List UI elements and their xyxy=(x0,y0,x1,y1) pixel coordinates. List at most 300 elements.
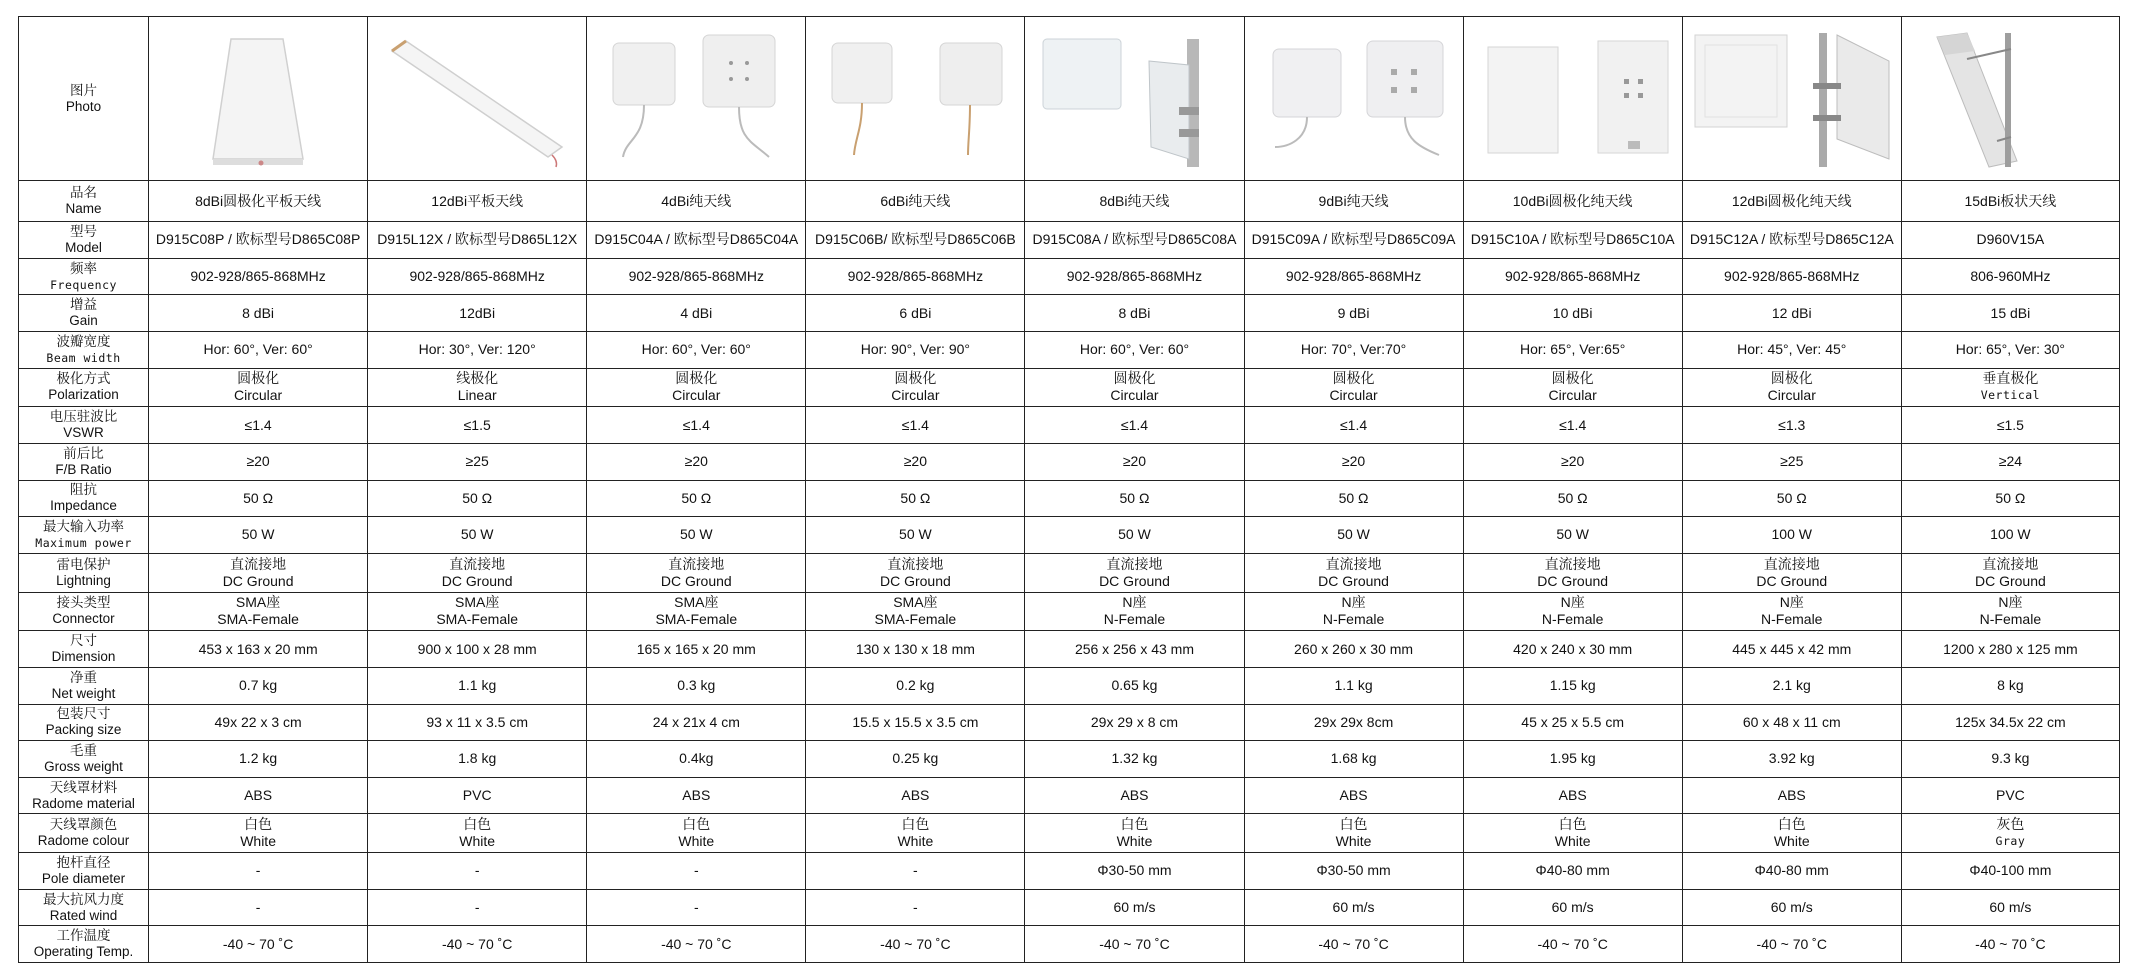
label-en: Gross weight xyxy=(44,758,123,774)
spec-cell: 15.5 x 15.5 x 3.5 cm xyxy=(806,704,1025,741)
spec-cell: 6dBi纯天线 xyxy=(806,181,1025,222)
spec-cell xyxy=(149,592,368,631)
label-cn: 接头类型 xyxy=(56,595,111,611)
spec-cell: 12 dBi xyxy=(1682,295,1901,332)
spec-cell: 0.2 kg xyxy=(806,667,1025,704)
spec-cell xyxy=(1244,368,1463,407)
label-en: Gain xyxy=(69,313,98,329)
cell-en: Linear xyxy=(457,387,497,404)
spec-cell: 902-928/865-868MHz xyxy=(1682,258,1901,295)
label-cn: 前后比 xyxy=(63,445,104,461)
spec-cell: 130 x 130 x 18 mm xyxy=(806,631,1025,668)
row-label xyxy=(19,741,149,778)
row-label xyxy=(19,889,149,926)
spec-cell: D915L12X / 欧标型号D865L12X xyxy=(368,222,587,259)
row-label xyxy=(19,517,149,554)
cell-en: White xyxy=(459,833,496,850)
spec-cell: 50 W xyxy=(1244,517,1463,554)
label-en: Dimension xyxy=(51,649,116,665)
cell-cn: 白色 xyxy=(901,816,930,833)
spec-cell: 902-928/865-868MHz xyxy=(1025,258,1244,295)
label-cn: 频率 xyxy=(70,260,98,276)
label-en: Polarization xyxy=(48,387,119,403)
spec-cell: 420 x 240 x 30 mm xyxy=(1463,631,1682,668)
row-label xyxy=(19,258,149,295)
spec-cell: 60 m/s xyxy=(1025,889,1244,926)
spec-cell: 50 Ω xyxy=(587,480,806,517)
cell-cn: 直流接地 xyxy=(230,555,287,572)
spec-cell: ABS xyxy=(1682,777,1901,814)
spec-cell: 50 Ω xyxy=(1901,480,2119,517)
cell-cn: 直流接地 xyxy=(1763,555,1820,572)
cell-en: SMA-Female xyxy=(655,611,738,628)
spec-cell xyxy=(587,814,806,853)
spec-cell xyxy=(1682,553,1901,592)
cell-en: White xyxy=(1116,833,1153,850)
cell-cn: 线极化 xyxy=(456,370,499,387)
label-cn: 极化方式 xyxy=(56,371,111,387)
row-label-photo xyxy=(19,17,149,181)
spec-cell: ≥20 xyxy=(149,443,368,480)
spec-row-model xyxy=(19,222,2120,259)
spec-cell: 4dBi纯天线 xyxy=(587,181,806,222)
spec-cell: -40 ~ 70 ˚C xyxy=(806,926,1025,963)
spec-cell: ≥25 xyxy=(1682,443,1901,480)
spec-cell: 60 m/s xyxy=(1682,889,1901,926)
spec-cell: 50 W xyxy=(587,517,806,554)
label-cn: 阻抗 xyxy=(70,482,98,498)
spec-cell: D960V15A xyxy=(1901,222,2119,259)
cell-cn: 直流接地 xyxy=(668,555,725,572)
label-en: Photo xyxy=(65,98,102,114)
row-label xyxy=(19,480,149,517)
spec-cell: 8 kg xyxy=(1901,667,2119,704)
spec-cell: 29x 29x 8cm xyxy=(1244,704,1463,741)
spec-cell: ≤1.3 xyxy=(1682,407,1901,444)
product-photo-4 xyxy=(806,17,1025,181)
spec-cell: Φ40-100 mm xyxy=(1901,853,2119,890)
spec-cell: 3.92 kg xyxy=(1682,741,1901,778)
spec-cell xyxy=(1244,814,1463,853)
spec-cell: 0.7 kg xyxy=(149,667,368,704)
spec-cell: D915C08A / 欧标型号D865C08A xyxy=(1025,222,1244,259)
spec-cell: 0.4kg xyxy=(587,741,806,778)
spec-cell: Φ30-50 mm xyxy=(1025,853,1244,890)
spec-cell xyxy=(806,592,1025,631)
row-label xyxy=(19,553,149,592)
spec-cell: - xyxy=(806,889,1025,926)
cell-cn: 垂直极化 xyxy=(1982,370,2039,387)
spec-cell: Hor: 60°, Ver: 60° xyxy=(587,331,806,368)
label-cn: 包装尺寸 xyxy=(56,706,111,722)
spec-cell: 60 m/s xyxy=(1244,889,1463,926)
spec-cell: - xyxy=(149,853,368,890)
cell-en: White xyxy=(1335,833,1372,850)
spec-cell xyxy=(149,368,368,407)
spec-cell xyxy=(1025,592,1244,631)
spec-cell: 8 dBi xyxy=(1025,295,1244,332)
cell-cn: 直流接地 xyxy=(887,555,944,572)
row-label xyxy=(19,407,149,444)
spec-cell: 50 W xyxy=(368,517,587,554)
spec-cell: 260 x 260 x 30 mm xyxy=(1244,631,1463,668)
label-en: Lightning xyxy=(56,572,111,588)
spec-cell: 1.32 kg xyxy=(1025,741,1244,778)
spec-cell xyxy=(1682,814,1901,853)
spec-row-dimension xyxy=(19,631,2120,668)
spec-row-frequency xyxy=(19,258,2120,295)
spec-cell: ≥20 xyxy=(587,443,806,480)
spec-cell: - xyxy=(806,853,1025,890)
label-en: Frequency xyxy=(50,277,117,292)
spec-cell xyxy=(1682,368,1901,407)
spec-cell: Φ40-80 mm xyxy=(1463,853,1682,890)
label-en: Name xyxy=(65,201,102,217)
cell-en: N-Female xyxy=(1541,611,1604,628)
spec-cell: Φ30-50 mm xyxy=(1244,853,1463,890)
square-antenna-pair-icon xyxy=(591,29,801,169)
cell-en: DC Ground xyxy=(660,572,732,589)
cell-en: Gray xyxy=(1995,834,2026,849)
cell-en: DC Ground xyxy=(1099,572,1170,589)
label-cn: 增益 xyxy=(70,297,98,313)
spec-cell: 100 W xyxy=(1682,517,1901,554)
row-label xyxy=(19,853,149,890)
cell-cn: SMA座 xyxy=(674,594,719,611)
spec-cell: 10dBi圆极化纯天线 xyxy=(1463,181,1682,222)
spec-row-pole-diameter xyxy=(19,853,2120,890)
spec-cell: 60 m/s xyxy=(1463,889,1682,926)
cell-cn: SMA座 xyxy=(235,594,281,611)
cell-en: White xyxy=(1554,833,1591,850)
label-cn: 图片 xyxy=(70,82,98,98)
label-en: Beam width xyxy=(46,350,121,365)
spec-cell: 445 x 445 x 42 mm xyxy=(1682,631,1901,668)
spec-cell: ≤1.4 xyxy=(587,407,806,444)
spec-cell: 50 Ω xyxy=(1244,480,1463,517)
spec-cell xyxy=(1463,592,1682,631)
cell-cn: 直流接地 xyxy=(1982,555,2039,572)
spec-cell: PVC xyxy=(1901,777,2119,814)
spec-row-max-power xyxy=(19,517,2120,554)
spec-cell: 453 x 163 x 20 mm xyxy=(149,631,368,668)
spec-cell: 1.1 kg xyxy=(1244,667,1463,704)
spec-cell: D915C12A / 欧标型号D865C12A xyxy=(1682,222,1901,259)
spec-cell: -40 ~ 70 ˚C xyxy=(1682,926,1901,963)
row-label xyxy=(19,704,149,741)
spec-cell: 29x 29 x 8 cm xyxy=(1025,704,1244,741)
spec-cell: 50 Ω xyxy=(1463,480,1682,517)
spec-cell: 902-928/865-868MHz xyxy=(1463,258,1682,295)
spec-cell: - xyxy=(149,889,368,926)
spec-cell: 902-928/865-868MHz xyxy=(587,258,806,295)
spec-cell: ≥20 xyxy=(806,443,1025,480)
spec-cell: ABS xyxy=(149,777,368,814)
cell-en: Circular xyxy=(1548,387,1597,404)
cell-en: DC Ground xyxy=(1537,572,1609,589)
spec-cell: -40 ~ 70 ˚C xyxy=(1463,926,1682,963)
spec-cell: 902-928/865-868MHz xyxy=(149,258,368,295)
cell-cn: 白色 xyxy=(1777,816,1806,833)
spec-cell: - xyxy=(368,889,587,926)
spec-cell: Hor: 60°, Ver: 60° xyxy=(149,331,368,368)
spec-cell xyxy=(587,368,806,407)
row-label xyxy=(19,592,149,631)
cell-en: SMA-Female xyxy=(217,611,299,628)
cell-cn: N座 xyxy=(1998,594,2023,611)
spec-cell xyxy=(1901,368,2119,407)
spec-cell: 9.3 kg xyxy=(1901,741,2119,778)
spec-cell xyxy=(1244,553,1463,592)
spec-cell: 60 m/s xyxy=(1901,889,2119,926)
flat-panel-antenna-icon xyxy=(153,29,363,169)
product-photo-3 xyxy=(587,17,806,181)
product-photo-1 xyxy=(149,17,368,181)
spec-cell: ≥24 xyxy=(1901,443,2119,480)
label-cn: 毛重 xyxy=(70,742,98,758)
cell-cn: 白色 xyxy=(682,816,711,833)
spec-cell: Hor: 65°, Ver: 30° xyxy=(1901,331,2119,368)
spec-cell: 1200 x 280 x 125 mm xyxy=(1901,631,2119,668)
spec-row-net-weight xyxy=(19,667,2120,704)
label-cn: 品名 xyxy=(70,185,98,201)
label-en: Radome material xyxy=(32,795,135,811)
label-en: VSWR xyxy=(63,425,104,441)
spec-row-operating-temp xyxy=(19,926,2120,963)
label-en: Rated wind xyxy=(49,907,118,923)
label-cn: 天线罩材料 xyxy=(49,779,118,795)
spec-cell xyxy=(1025,814,1244,853)
cell-cn: 白色 xyxy=(1339,816,1368,833)
spec-cell xyxy=(587,553,806,592)
row-label xyxy=(19,181,149,222)
spec-cell: ABS xyxy=(1244,777,1463,814)
label-cn: 抱杆直径 xyxy=(56,854,111,870)
cell-cn: 圆极化 xyxy=(894,370,937,387)
spec-cell: 256 x 256 x 43 mm xyxy=(1025,631,1244,668)
cell-en: SMA-Female xyxy=(874,611,957,628)
spec-cell: 50 W xyxy=(806,517,1025,554)
spec-row-rated-wind xyxy=(19,889,2120,926)
spec-cell: ≤1.4 xyxy=(149,407,368,444)
label-cn: 雷电保护 xyxy=(56,556,111,572)
cell-cn: 圆极化 xyxy=(1551,370,1594,387)
label-en: Impedance xyxy=(50,498,117,514)
label-en: Maximum power xyxy=(35,535,132,550)
spec-cell: ABS xyxy=(587,777,806,814)
spec-cell: 8dBi纯天线 xyxy=(1025,181,1244,222)
spec-cell xyxy=(368,814,587,853)
spec-cell xyxy=(806,814,1025,853)
cell-cn: SMA座 xyxy=(455,594,500,611)
spec-cell: 50 Ω xyxy=(1682,480,1901,517)
row-label xyxy=(19,331,149,368)
spec-cell: Hor: 60°, Ver: 60° xyxy=(1025,331,1244,368)
row-label xyxy=(19,368,149,407)
spec-cell: 100 W xyxy=(1901,517,2119,554)
spec-row-polarization xyxy=(19,368,2120,407)
spec-cell xyxy=(1901,553,2119,592)
cell-en: SMA-Female xyxy=(436,611,519,628)
spec-cell: 49x 22 x 3 cm xyxy=(149,704,368,741)
cell-cn: 直流接地 xyxy=(1106,555,1163,572)
photo-row xyxy=(19,17,2120,181)
spec-row-radome-colour xyxy=(19,814,2120,853)
cell-cn: 圆极化 xyxy=(1332,370,1375,387)
row-label xyxy=(19,295,149,332)
spec-cell: 24 x 21x 4 cm xyxy=(587,704,806,741)
cell-en: DC Ground xyxy=(1974,572,2046,589)
cell-cn: 直流接地 xyxy=(1544,555,1601,572)
spec-row-fb-ratio xyxy=(19,443,2120,480)
cell-en: DC Ground xyxy=(441,572,513,589)
spec-cell: 60 x 48 x 11 cm xyxy=(1682,704,1901,741)
rectangular-antenna-pair-icon xyxy=(1468,29,1678,169)
spec-cell: -40 ~ 70 ˚C xyxy=(1025,926,1244,963)
spec-cell: 8 dBi xyxy=(149,295,368,332)
spec-cell: 9 dBi xyxy=(1244,295,1463,332)
spec-cell: ≥25 xyxy=(368,443,587,480)
cell-cn: 直流接地 xyxy=(449,555,506,572)
spec-cell: ≤1.4 xyxy=(1463,407,1682,444)
cell-cn: 白色 xyxy=(463,816,492,833)
spec-cell: ≤1.5 xyxy=(1901,407,2119,444)
pole-mounted-panel-icon xyxy=(1687,29,1897,169)
spec-cell: -40 ~ 70 ˚C xyxy=(368,926,587,963)
spec-cell xyxy=(149,814,368,853)
spec-cell: 50 W xyxy=(1463,517,1682,554)
spec-cell: 50 Ω xyxy=(368,480,587,517)
spec-cell: D915C04A / 欧标型号D865C04A xyxy=(587,222,806,259)
spec-cell xyxy=(1901,592,2119,631)
row-label xyxy=(19,443,149,480)
label-cn: 天线罩颜色 xyxy=(49,817,118,833)
spec-cell xyxy=(587,592,806,631)
cell-en: White xyxy=(678,833,715,850)
spec-cell: 9dBi纯天线 xyxy=(1244,181,1463,222)
product-photo-6 xyxy=(1244,17,1463,181)
cell-en: N-Female xyxy=(1979,611,2042,628)
row-label xyxy=(19,631,149,668)
spec-cell: 12dBi圆极化纯天线 xyxy=(1682,181,1901,222)
spec-cell: PVC xyxy=(368,777,587,814)
spec-row-lightning xyxy=(19,553,2120,592)
spec-cell: Hor: 45°, Ver: 45° xyxy=(1682,331,1901,368)
spec-cell: 15 dBi xyxy=(1901,295,2119,332)
cell-cn: N座 xyxy=(1122,594,1147,611)
cell-en: Vertical xyxy=(1980,388,2041,403)
spec-cell: Hor: 70°, Ver:70° xyxy=(1244,331,1463,368)
cell-cn: N座 xyxy=(1779,594,1804,611)
spec-cell: 165 x 165 x 20 mm xyxy=(587,631,806,668)
square-antenna-pair-icon xyxy=(810,29,1020,169)
spec-cell: 50 Ω xyxy=(149,480,368,517)
cell-cn: 圆极化 xyxy=(1770,370,1813,387)
spec-cell: 12dBi平板天线 xyxy=(368,181,587,222)
label-cn: 型号 xyxy=(70,223,98,239)
spec-cell: ABS xyxy=(1025,777,1244,814)
spec-row-radome-material xyxy=(19,777,2120,814)
product-photo-5 xyxy=(1025,17,1244,181)
cell-en: N-Female xyxy=(1103,611,1166,628)
spec-cell: 902-928/865-868MHz xyxy=(368,258,587,295)
square-antenna-pair-icon xyxy=(1249,29,1459,169)
product-photo-9 xyxy=(1901,17,2119,181)
label-cn: 波瓣宽度 xyxy=(56,333,111,349)
spec-cell: - xyxy=(587,853,806,890)
product-photo-8 xyxy=(1682,17,1901,181)
spec-cell xyxy=(1463,553,1682,592)
cell-cn: 圆极化 xyxy=(1113,370,1156,387)
spec-cell: D915C10A / 欧标型号D865C10A xyxy=(1463,222,1682,259)
cell-cn: 圆极化 xyxy=(675,370,718,387)
cell-en: Circular xyxy=(1329,387,1378,404)
spec-cell: ≤1.4 xyxy=(1025,407,1244,444)
spec-cell: -40 ~ 70 ˚C xyxy=(587,926,806,963)
spec-cell: -40 ~ 70 ˚C xyxy=(1244,926,1463,963)
spec-cell: 93 x 11 x 3.5 cm xyxy=(368,704,587,741)
spec-cell: 1.68 kg xyxy=(1244,741,1463,778)
cell-en: Circular xyxy=(1767,387,1816,404)
spec-cell: D915C08P / 欧标型号D865C08P xyxy=(149,222,368,259)
cell-cn: 白色 xyxy=(1120,816,1149,833)
antenna-spec-table xyxy=(18,16,2120,963)
spec-row-connector xyxy=(19,592,2120,631)
spec-row-impedance xyxy=(19,480,2120,517)
spec-cell xyxy=(1682,592,1901,631)
cell-en: N-Female xyxy=(1761,611,1823,628)
spec-cell: 50 Ω xyxy=(806,480,1025,517)
cell-cn: SMA座 xyxy=(893,594,938,611)
spec-cell xyxy=(368,553,587,592)
cell-en: DC Ground xyxy=(222,572,294,589)
label-en: Net weight xyxy=(51,685,116,701)
cell-cn: N座 xyxy=(1560,594,1585,611)
spec-cell: 900 x 100 x 28 mm xyxy=(368,631,587,668)
spec-cell xyxy=(368,592,587,631)
label-en: Model xyxy=(65,239,102,255)
label-cn: 电压驻波比 xyxy=(49,409,118,425)
row-label xyxy=(19,814,149,853)
cell-cn: 圆极化 xyxy=(237,370,280,387)
spec-cell: 8dBi圆极化平板天线 xyxy=(149,181,368,222)
spec-cell xyxy=(806,368,1025,407)
row-label xyxy=(19,667,149,704)
label-en: Radome colour xyxy=(37,833,130,849)
sector-antenna-icon xyxy=(1905,29,2115,169)
spec-cell xyxy=(1901,814,2119,853)
cell-en: DC Ground xyxy=(1318,572,1389,589)
spec-cell xyxy=(1244,592,1463,631)
spec-cell: 902-928/865-868MHz xyxy=(806,258,1025,295)
cell-en: Circular xyxy=(1110,387,1159,404)
spec-cell xyxy=(368,368,587,407)
row-label xyxy=(19,777,149,814)
spec-cell: 1.15 kg xyxy=(1463,667,1682,704)
spec-cell: 12dBi xyxy=(368,295,587,332)
spec-cell: 1.8 kg xyxy=(368,741,587,778)
spec-cell: Φ40-80 mm xyxy=(1682,853,1901,890)
cell-en: Circular xyxy=(891,387,940,404)
spec-cell xyxy=(1025,368,1244,407)
spec-row-beam-width xyxy=(19,331,2120,368)
spec-cell: -40 ~ 70 ˚C xyxy=(149,926,368,963)
spec-cell xyxy=(1463,368,1682,407)
cell-en: Circular xyxy=(233,387,283,404)
spec-cell: ≥20 xyxy=(1025,443,1244,480)
cell-en: DC Ground xyxy=(1756,572,1828,589)
spec-cell: Hor: 90°, Ver: 90° xyxy=(806,331,1025,368)
